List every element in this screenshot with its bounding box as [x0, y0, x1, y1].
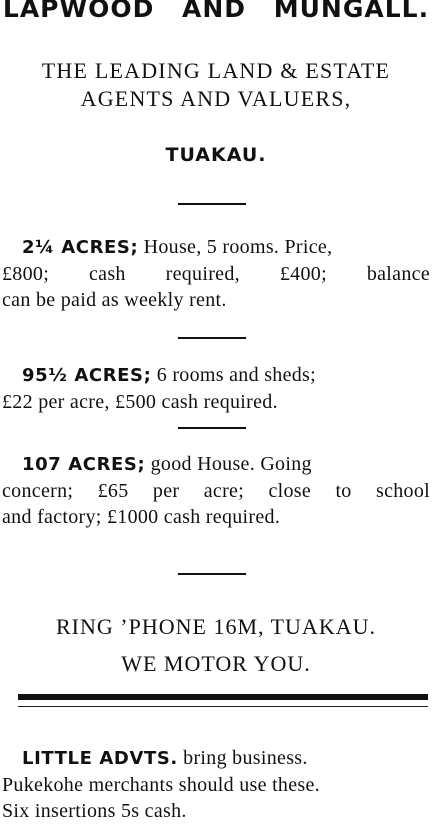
- tagline-line-1: THE LEADING LAND & ESTATE: [41, 58, 391, 83]
- listing-3-line-2: concern; £65 per acre; close to school: [2, 480, 430, 502]
- listing-2: [2, 362, 430, 415]
- little-advts-line-1: [2, 745, 430, 772]
- listing-1-line-1: [2, 234, 430, 261]
- tagline-line-2: AGENTS AND VALUERS,: [80, 86, 352, 111]
- separator-rule: [178, 427, 246, 429]
- town-name: TUAKAU.: [165, 144, 267, 166]
- listing-1-line-3: can be paid as weekly rent.: [2, 289, 227, 311]
- listing-3-line-1: [2, 451, 430, 478]
- listing-2-details: 6 rooms and sheds;: [151, 364, 316, 386]
- listing-1: [2, 234, 430, 313]
- thin-divider: [18, 706, 428, 707]
- thick-divider: [18, 694, 428, 700]
- motor-line: WE MOTOR YOU.: [121, 651, 311, 676]
- listing-1-line-2: £800; cash required, £400; balance: [2, 263, 430, 285]
- listing-3: [2, 451, 430, 530]
- firm-name-heading: LAPWOOD AND MUNGALL.: [2, 0, 430, 23]
- listing-1-acres: 2¼ ACRES;: [22, 237, 139, 258]
- separator-rule: [178, 203, 246, 205]
- little-advts-text: bring business.: [177, 747, 308, 769]
- separator-rule: [178, 573, 246, 575]
- listing-2-acres: 95½ ACRES;: [22, 365, 152, 386]
- listing-1-details: House, 5 rooms. Price,: [138, 236, 333, 258]
- little-advts-line-2: Pukekohe merchants should use these.: [2, 774, 320, 796]
- little-advts-notice: [2, 745, 430, 824]
- little-advts-line-3: Six insertions 5s cash.: [2, 800, 187, 822]
- listing-3-acres: 107 ACRES;: [22, 454, 146, 475]
- listing-3-details: good House. Going: [145, 453, 312, 475]
- listing-3-line-3: and factory; £1000 cash required.: [2, 506, 281, 528]
- listing-2-line-1: [2, 362, 430, 389]
- separator-rule: [178, 337, 246, 339]
- listing-2-line-2: £22 per acre, £500 cash required.: [2, 391, 278, 413]
- little-advts-title: LITTLE ADVTS.: [22, 748, 178, 769]
- phone-line: RING ’PHONE 16M, TUAKAU.: [56, 614, 376, 639]
